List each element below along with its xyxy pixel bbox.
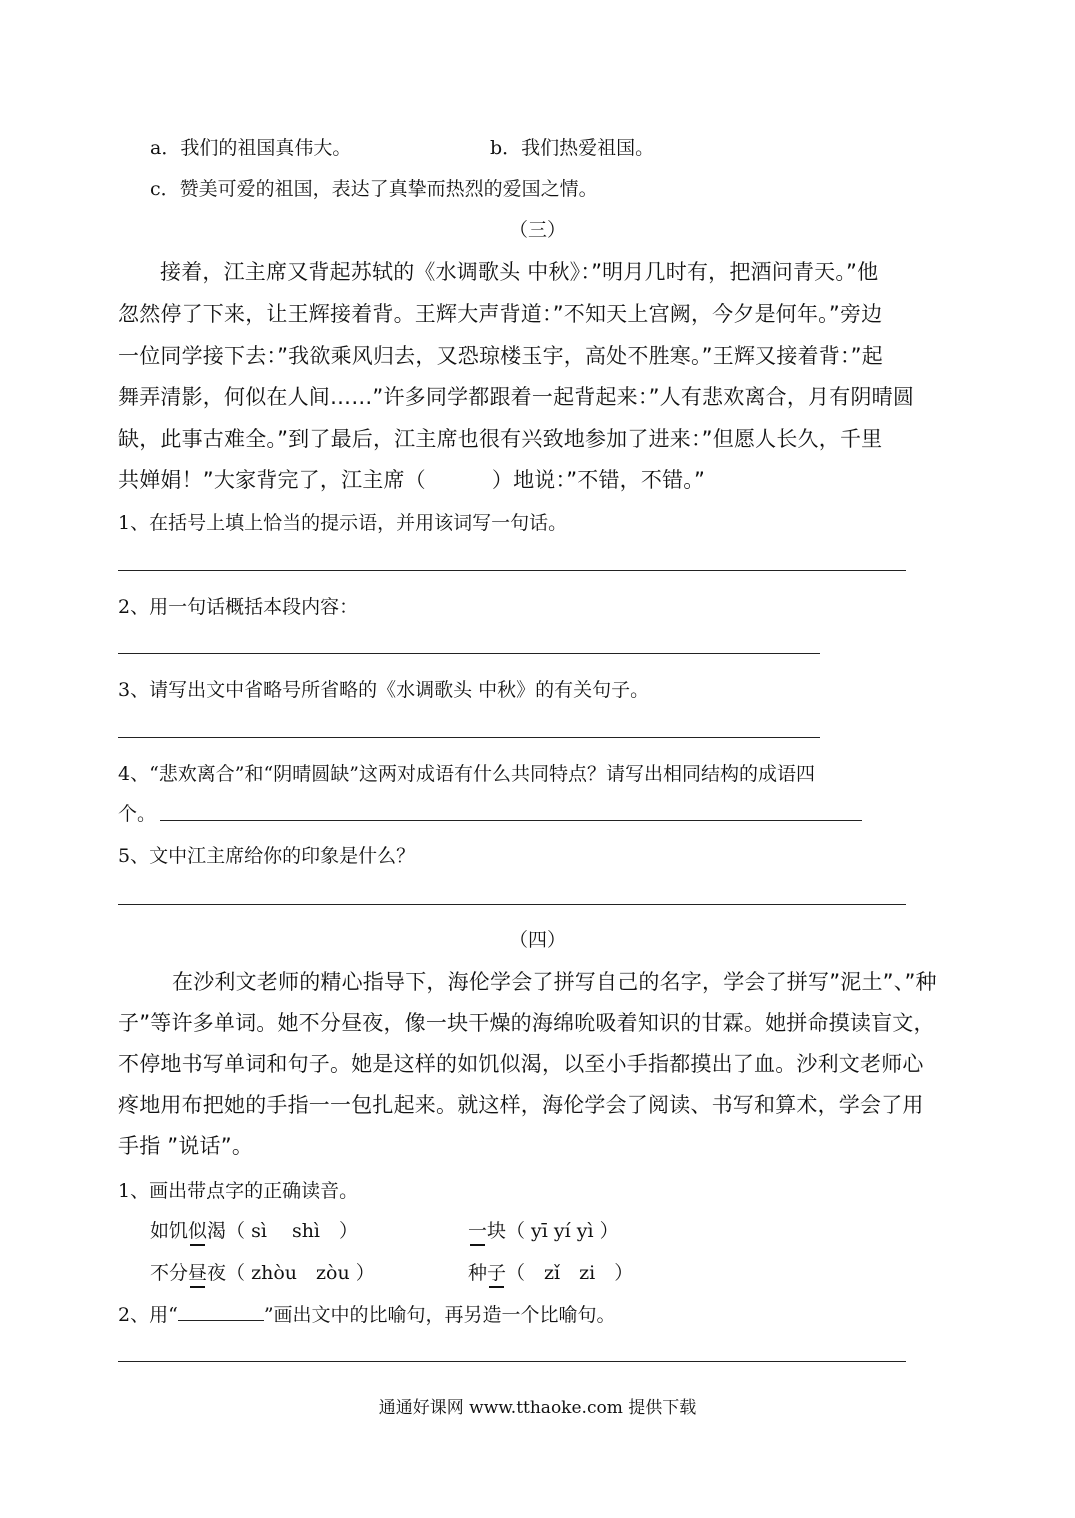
question-2-end: ”画出文中的比喻句，再另造一个比喻句。	[263, 1304, 616, 1326]
section-3-question-4: 4、“悲欢离合”和“阴晴圆缺”这两对成语有什么共同特点？请写出相同结构的成语四	[118, 763, 815, 785]
answer-line-q4[interactable]	[160, 820, 862, 821]
section-3-paragraph-line-5: 缺，此事古难全。”到了最后，江主席也很有兴致地参加了进来：”但愿人长久，千里	[118, 427, 883, 451]
option-b: b．我们热爱祖国。	[490, 137, 655, 159]
answer-line-q1[interactable]	[118, 570, 906, 571]
section-4-question-2	[118, 1300, 616, 1327]
dotted-char-1: 似	[188, 1216, 207, 1243]
pinyin-options-4[interactable]: （ zǐ zi ）	[506, 1262, 634, 1284]
pinyin-options-2[interactable]: 块（ yī yí yì ）	[487, 1220, 619, 1242]
option-a: a．我们的祖国真伟大。	[150, 137, 352, 159]
answer-line-q3[interactable]	[118, 737, 820, 738]
section-4-heading: （四）	[508, 929, 566, 951]
dotted-char-3: 昼	[188, 1258, 207, 1285]
option-c: c．赞美可爱的祖国，表达了真挚而热烈的爱国之情。	[150, 178, 598, 200]
section-3-question-3: 3、请写出文中省略号所省略的《水调歌头 中秋》的有关句子。	[118, 679, 650, 701]
section-4-paragraph-line-1: 在沙利文老师的精心指导下，海伦学会了拼写自己的名字，学会了拼写”泥土”、”种	[172, 970, 937, 994]
pinyin-options-1[interactable]: 渴（ sì shì ）	[207, 1220, 359, 1242]
answer-line-q2[interactable]	[118, 653, 820, 654]
section-3-paragraph-line-4: 舞弄清影，何似在人间……”许多同学都跟着一起背起来：”人有悲欢离合，月有阴晴圆	[118, 385, 915, 409]
paragraph-line-6-start: 共婵娟！”大家背完了，江主席（	[118, 468, 426, 492]
section-3-question-2: 2、用一句话概括本段内容：	[118, 596, 359, 618]
section-3-paragraph-line-6	[118, 464, 705, 494]
pinyin-word-4-prefix: 种	[468, 1262, 488, 1284]
pinyin-word-1-prefix: 如饥	[150, 1220, 189, 1242]
section-3-paragraph-line-3: 一位同学接下去：”我欲乘风归去，又恐琼楼玉宇，高处不胜寒。”王辉又接着背：”起	[118, 344, 883, 368]
section-3-heading: （三）	[508, 219, 566, 241]
pinyin-word-3-prefix: 不分	[150, 1262, 189, 1284]
paragraph-line-6-end: ）地说：”不错，不错。”	[491, 468, 706, 492]
section-3-paragraph-line-2: 忽然停了下来，让王辉接着背。王辉大声背道：”不知天上宫阙，今夕是何年。”旁边	[118, 302, 883, 326]
page-footer: 通通好课网 www.tthaoke.com 提供下载	[378, 1398, 697, 1418]
pinyin-item-1	[150, 1216, 358, 1243]
section-4-paragraph-line-4: 疼地用布把她的手指一一包扎起来。就这样，海伦学会了阅读、书写和算术，学会了用	[118, 1093, 924, 1117]
dotted-char-4: 子	[487, 1258, 506, 1285]
section-3-question-4-continued	[118, 799, 156, 826]
question-2-start: 2、用“	[118, 1304, 178, 1326]
pinyin-item-4	[468, 1258, 633, 1285]
section-4-paragraph-line-2: 子”等许多单词。她不分昼夜，像一块干燥的海绵吮吸着知识的甘霖。她拼命摸读盲文，	[118, 1011, 935, 1035]
dotted-char-2: 一	[468, 1216, 487, 1243]
section-4-paragraph-line-3: 不停地书写单词和句子。她是这样的如饥似渴，以至小手指都摸出了血。沙利文老师心	[118, 1052, 924, 1076]
section-4-paragraph-line-5: 手指 ”说话”。	[118, 1134, 254, 1158]
section-3-paragraph-line-1: 接着，江主席又背起苏轼的《水调歌头 中秋》：”明月几时有，把酒问青天。”他	[160, 260, 879, 284]
section-4-question-1: 1、画出带点字的正确读音。	[118, 1180, 359, 1202]
section-3-question-5: 5、文中江主席给你的印象是什么？	[118, 845, 416, 867]
section-3-question-1: 1、在括号上填上恰当的提示语，并用该词写一句话。	[118, 512, 568, 534]
pinyin-options-3[interactable]: 夜（ zhòu zòu ）	[207, 1262, 375, 1284]
underline-sample	[178, 1304, 264, 1321]
pinyin-item-2	[468, 1216, 619, 1243]
pinyin-item-3	[150, 1258, 375, 1285]
answer-line-section-4-q2[interactable]	[118, 1361, 906, 1362]
answer-line-q5[interactable]	[118, 904, 906, 905]
question-4-tail: 个。	[118, 803, 157, 825]
